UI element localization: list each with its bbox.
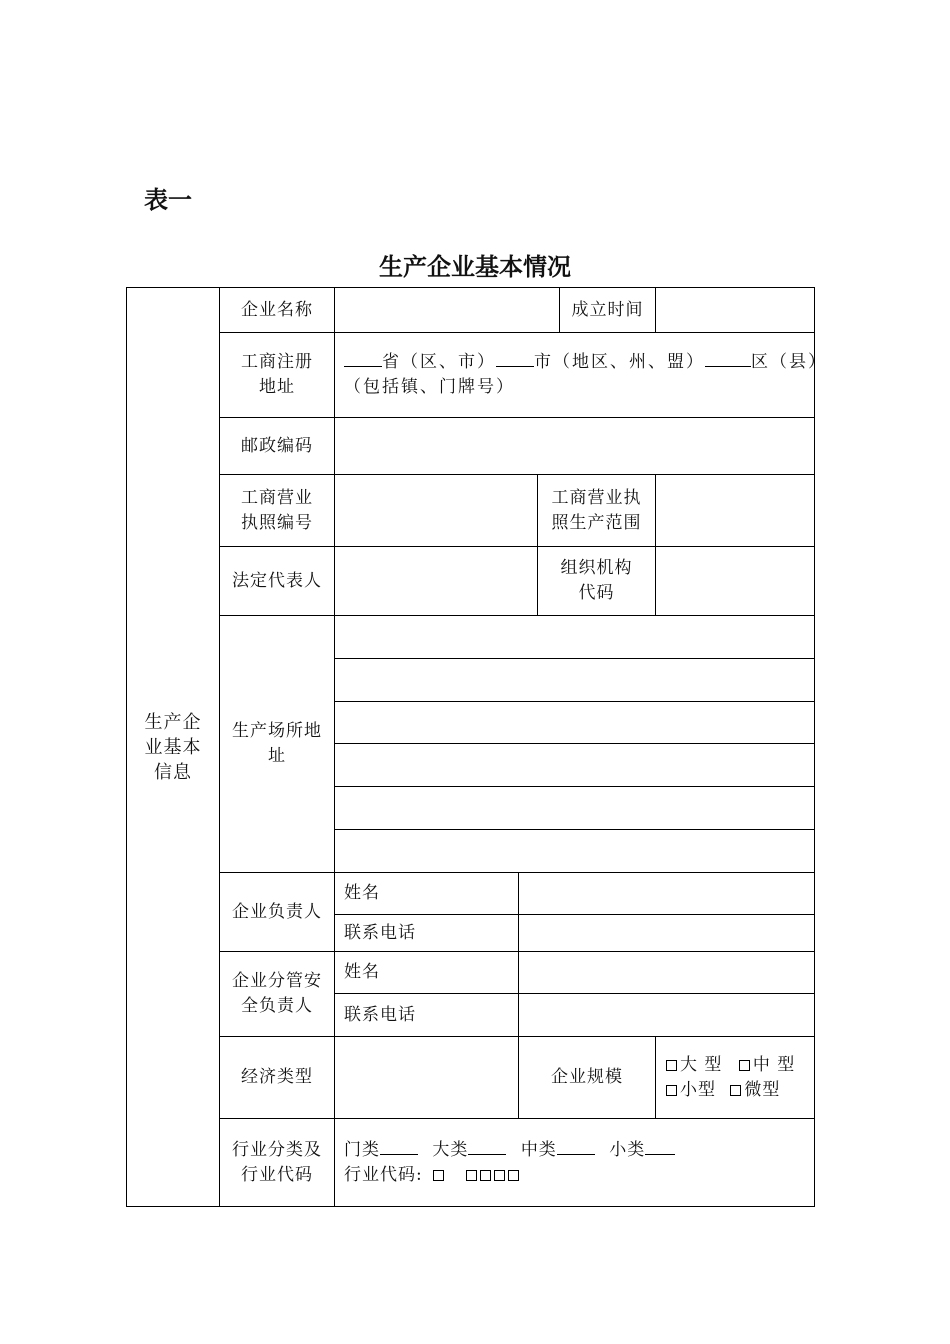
city-blank[interactable] [496, 350, 534, 367]
org-code-label: 组织机构 代码 [560, 558, 633, 603]
license-number-label: 工商营业 执照编号 [241, 487, 313, 533]
enterprise-scale-label: 企业规模 [551, 1067, 623, 1087]
checkbox-icon [666, 1060, 677, 1071]
production-site-label: 生产场所地 址 [232, 721, 322, 766]
safety-manager-label: 企业分管安 全负责人 [232, 971, 322, 1016]
dalei-label: 大类 [432, 1140, 469, 1160]
code-digit-box[interactable] [466, 1170, 477, 1181]
industry-class-field [344, 1138, 675, 1188]
city-suffix: 市（地区、州、盟） [534, 352, 705, 372]
zhonglei-blank[interactable] [557, 1138, 595, 1155]
checkbox-icon [666, 1085, 677, 1096]
menlei-blank[interactable] [380, 1138, 418, 1155]
scale-large-checkbox[interactable]: 大 型 [666, 1055, 722, 1075]
leader-name-field[interactable] [519, 873, 814, 914]
code-digit-box[interactable] [508, 1170, 519, 1181]
site-address-line[interactable] [335, 787, 814, 829]
license-scope-field[interactable] [656, 475, 814, 546]
leader-label: 企业负责人 [232, 901, 322, 922]
leader-phone-label: 联系电话 [344, 923, 416, 943]
safety-name-field[interactable] [519, 952, 814, 993]
postal-code-label: 邮政编码 [241, 435, 313, 456]
industry-code-label: 行业代码: [344, 1165, 423, 1185]
scale-small-checkbox[interactable]: 小型 [666, 1080, 716, 1100]
license-scope-label: 工商营业执 照生产范围 [551, 487, 642, 533]
site-address-line[interactable] [335, 744, 814, 786]
xiaolei-label: 小类 [609, 1140, 646, 1160]
registered-address-field[interactable] [344, 350, 827, 400]
scale-micro-checkbox[interactable]: 微型 [730, 1080, 780, 1100]
scale-options [666, 1053, 795, 1103]
site-address-line[interactable] [335, 659, 814, 701]
scale-medium-checkbox[interactable]: 中 型 [739, 1055, 795, 1075]
org-code-field[interactable] [656, 547, 814, 615]
leader-name-label: 姓名 [344, 883, 380, 903]
site-address-line[interactable] [335, 616, 814, 658]
economic-type-field[interactable] [335, 1037, 518, 1118]
province-blank[interactable] [344, 350, 382, 367]
site-address-line[interactable] [335, 830, 814, 872]
checkbox-icon [730, 1085, 741, 1096]
code-digit-box[interactable] [433, 1170, 444, 1181]
establish-date-label: 成立时间 [571, 299, 644, 320]
xiaolei-blank[interactable] [645, 1138, 675, 1155]
dalei-blank[interactable] [468, 1138, 506, 1155]
industry-class-label: 行业分类及 行业代码 [232, 1139, 322, 1185]
safety-name-label: 姓名 [344, 962, 380, 982]
safety-phone-label: 联系电话 [344, 1005, 416, 1025]
leader-phone-field[interactable] [519, 915, 814, 951]
safety-phone-field[interactable] [519, 994, 814, 1036]
enterprise-name-field[interactable] [335, 288, 559, 332]
enterprise-name-label: 企业名称 [241, 299, 313, 320]
economic-type-label: 经济类型 [241, 1067, 313, 1087]
province-suffix: 省（区、市） [382, 352, 496, 372]
legal-rep-label: 法定代表人 [232, 570, 322, 591]
address-detail-hint: （包括镇、门牌号） [344, 377, 515, 397]
code-digit-box[interactable] [480, 1170, 491, 1181]
section-label-line: 业基本 [144, 736, 202, 758]
checkbox-icon [739, 1060, 750, 1071]
legal-rep-field[interactable] [335, 547, 537, 615]
section-label-line: 生产企 [144, 711, 202, 733]
district-suffix: 区（县） [751, 352, 827, 372]
establish-date-field[interactable] [656, 288, 814, 332]
postal-code-field[interactable] [335, 418, 814, 474]
registered-address-label: 工商注册 地址 [241, 352, 313, 397]
license-number-field[interactable] [335, 475, 537, 546]
menlei-label: 门类 [344, 1140, 380, 1160]
site-address-line[interactable] [335, 702, 814, 743]
section-label [127, 288, 219, 1206]
code-digit-box[interactable] [494, 1170, 505, 1181]
table-number-label: 表一 [144, 185, 192, 214]
grid-line [655, 1036, 656, 1118]
form-title: 生产企业基本情况 [379, 252, 571, 281]
zhonglei-label: 中类 [520, 1140, 557, 1160]
district-blank[interactable] [705, 350, 751, 367]
section-label-line: 信息 [154, 761, 192, 783]
